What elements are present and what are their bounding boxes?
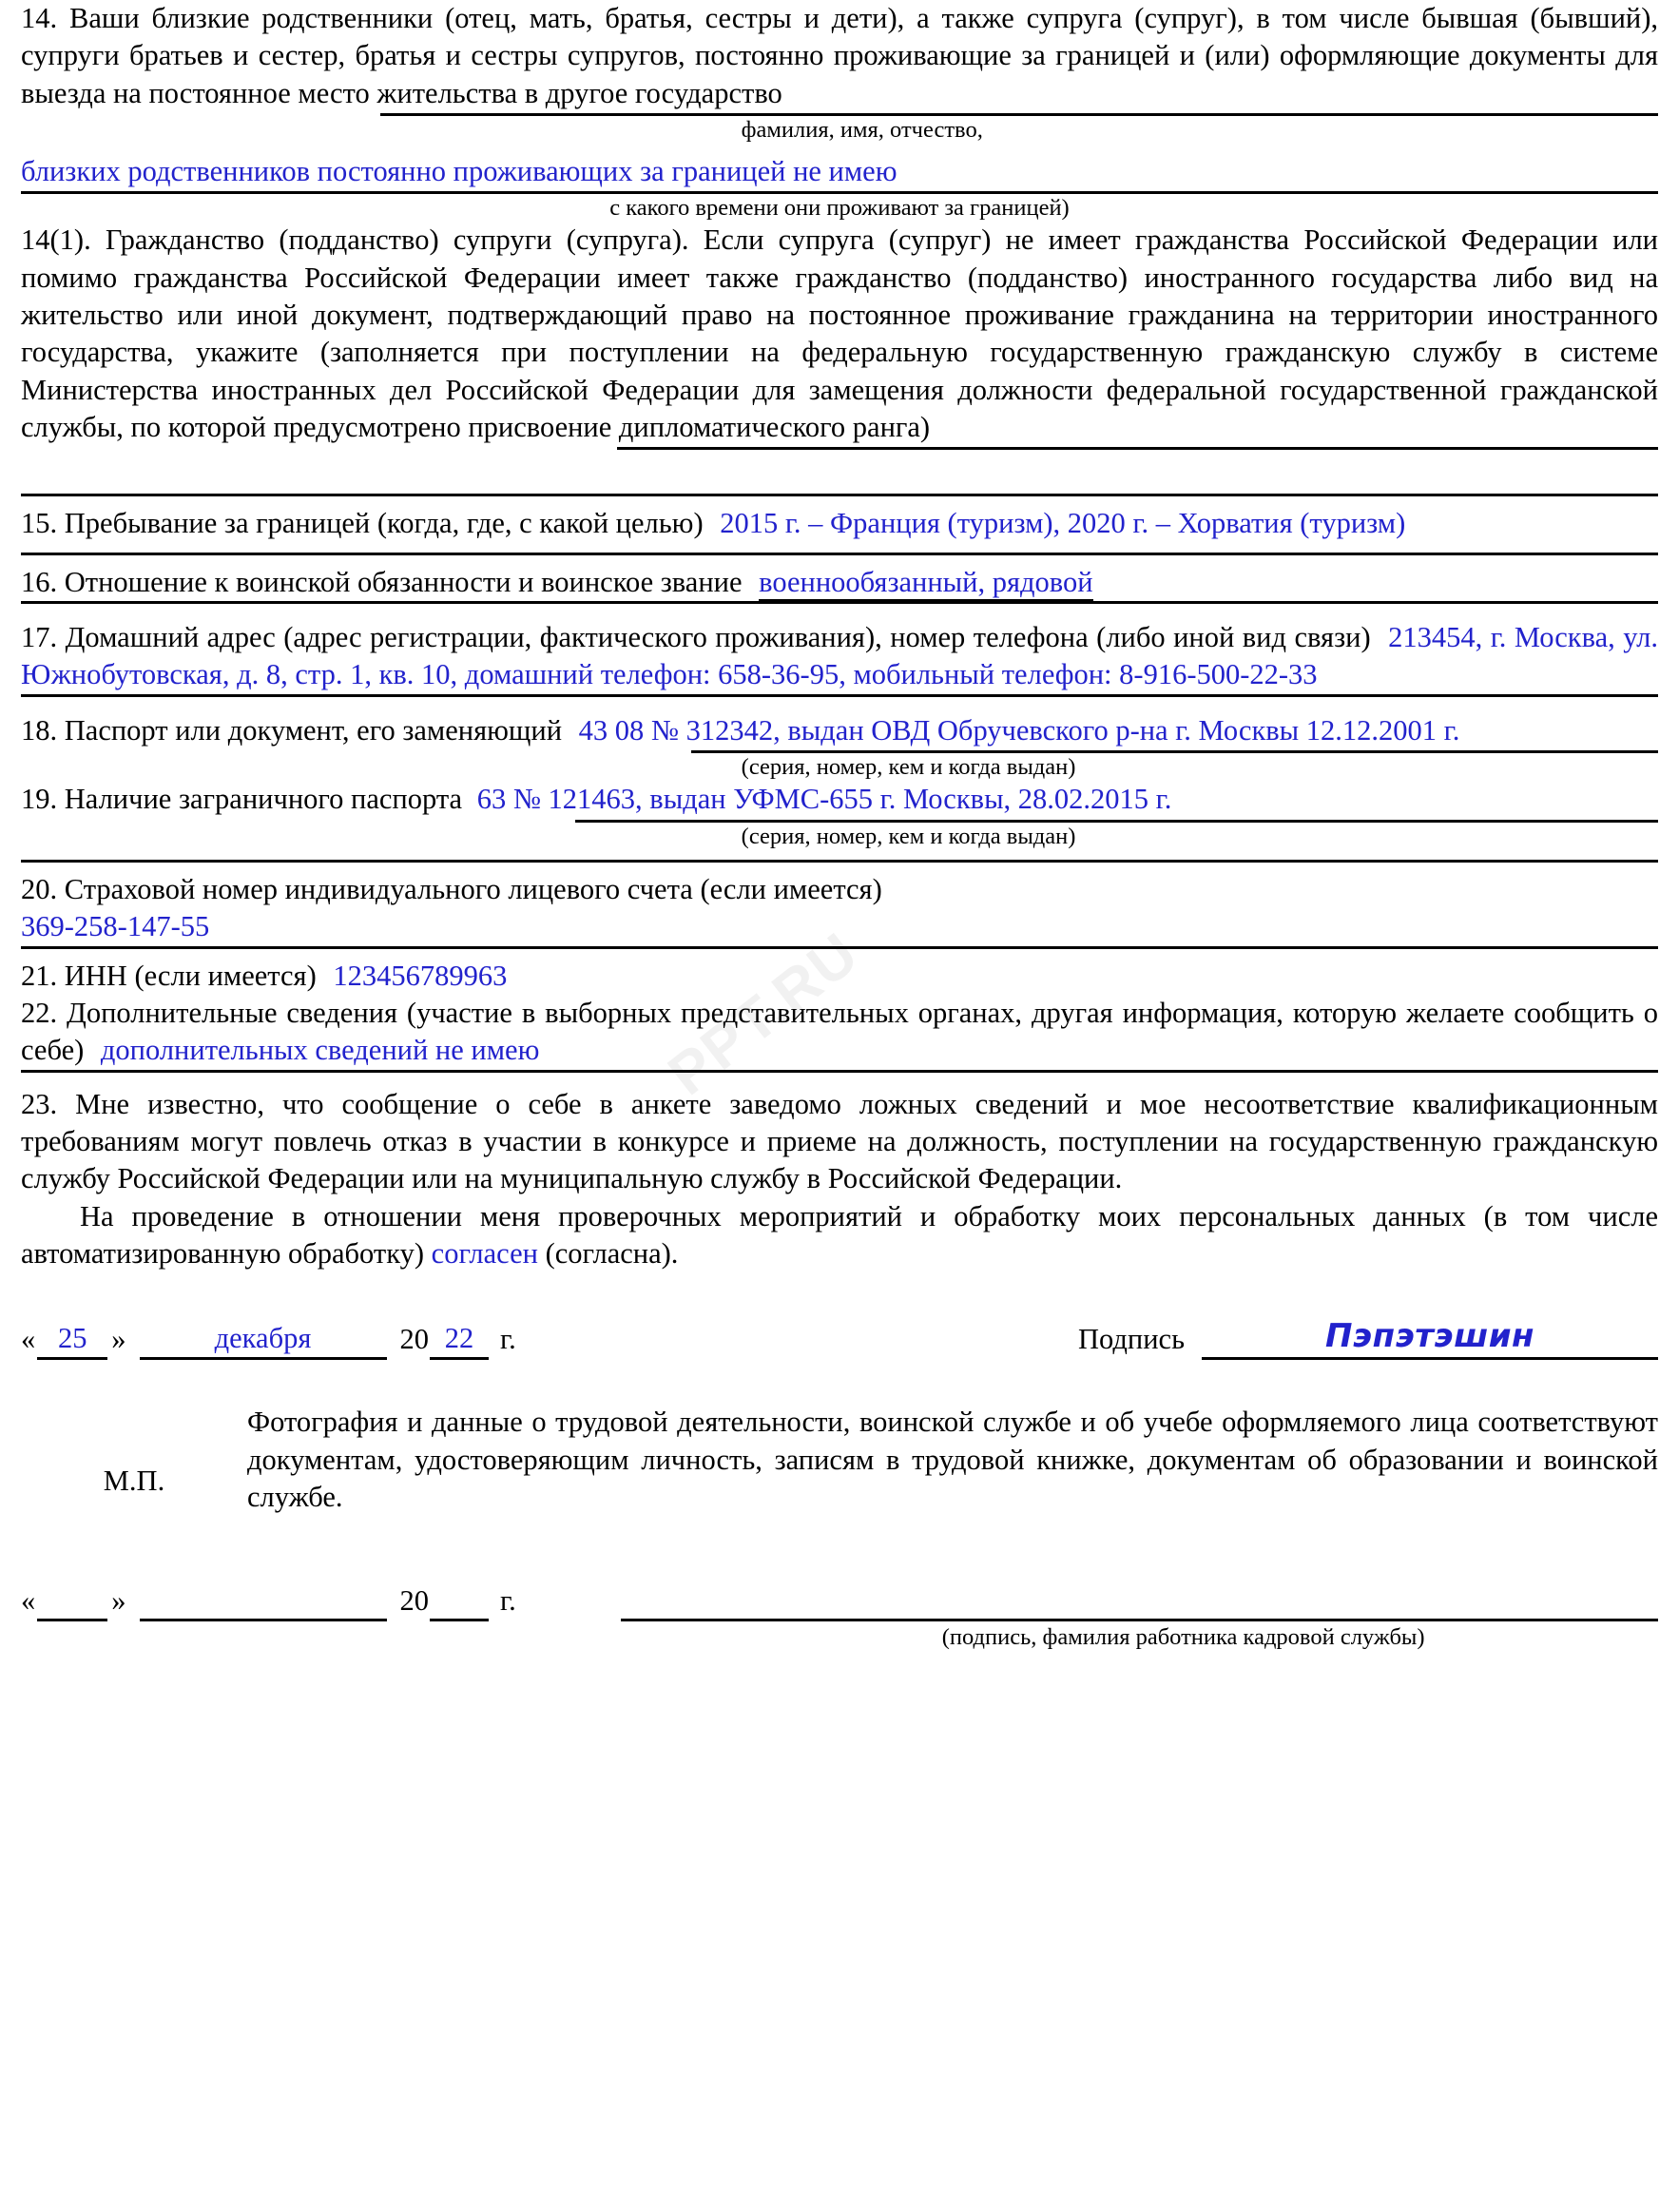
item-15-line	[21, 505, 1658, 542]
date-signature-row	[21, 1317, 1658, 1361]
date-group	[21, 1321, 516, 1361]
officer-quote-open: «	[21, 1584, 36, 1618]
item-16-label: 16. Отношение к воинской обязанности и воинское звание	[21, 565, 743, 598]
officer-year-prefix: 20	[399, 1584, 429, 1618]
stamp-and-note-block	[21, 1404, 1658, 1516]
item-23-paragraph-2	[21, 1198, 1658, 1273]
item-14-text: 14. Ваши близкие родственники (отец, мать, братья, сестры и дети), а также супруга (супруг), в том числе бывшая (бывший), супруги братьев и сестер, братья и сестры супругов, постоянно проживающие за границей и (или) оформляющие документы для выезда на постоянное место жительства в другое государство	[21, 2, 1658, 109]
item-21-label: 21. ИНН (если имеется)	[21, 959, 317, 992]
section-item-22	[21, 995, 1658, 1073]
item-14-answer: близких родственников постоянно проживающих за границей не имею	[21, 155, 897, 188]
item-19-line	[21, 781, 1658, 818]
item-20-answer: 369-258-147-55	[21, 910, 210, 943]
item-14-1-text: 14(1). Гражданство (подданство) супруги (супруга). Если супруга (супруг) не имеет гражданства Российской Федерации или помимо гражданства Российской Федерации имеет также гражданство (подданство) иностранного государства либо вид на жительство или иной документ, подтверждающий право на постоянное проживание гражданина на территории иностранного государства, укажите (заполняется при поступлении на федеральную государственную гражданскую службу в системе Министерства иностранных дел Российской Федерации для замещения должности федеральной государственной гражданской службы, по которой предусмотрено присвоение дипломатического ранга)	[21, 223, 1658, 443]
section-item-15	[21, 496, 1658, 554]
section-item-14	[21, 0, 1658, 222]
item-19-caption: (серия, номер, кем и когда выдан)	[741, 823, 1076, 849]
item-15-label: 15. Пребывание за границей (когда, где, с какой целью)	[21, 507, 704, 540]
item-22-label: 22. Дополнительные сведения (участие в выборных представительных органах, другая информация, которую желаете сообщить о себе)	[21, 997, 1658, 1067]
officer-day-field[interactable]	[37, 1617, 107, 1621]
item-20-answer-line	[21, 908, 1658, 945]
item-23-p2-before: На проведение в отношении меня проверочных мероприятий и обработку моих персональных данных (в том числе автоматизированную обработку)	[21, 1199, 1658, 1271]
photo-note-text: Фотография и данные о трудовой деятельности, воинской службе и об учебе оформляемого лица соответствуют документам, удостоверяющим личность, записям в трудовой книжке, документам об образовании и воинской службе.	[247, 1406, 1658, 1513]
signature-field[interactable]	[1202, 1317, 1658, 1361]
item-18-label: 18. Паспорт или документ, его заменяющий	[21, 713, 563, 747]
item-16-line	[21, 564, 1658, 601]
item-14-1-fill-line[interactable]	[617, 446, 1658, 450]
item-15-answer: 2015 г. – Франция (туризм), 2020 г. – Хорватия (туризм)	[720, 507, 1406, 540]
section-item-19	[21, 781, 1658, 863]
item-18-answer: 43 08 № 312342, выдан ОВД Обручевского р-на г. Москвы 12.12.2001 г.	[578, 713, 1460, 747]
signature-label: Подпись	[1077, 1322, 1185, 1355]
item-16-rule	[21, 601, 1658, 604]
item-22-answer: дополнительных сведений не имею	[100, 1034, 540, 1067]
stamp-label: М.П.	[103, 1465, 165, 1498]
item-21-line	[21, 958, 1658, 995]
officer-caption: (подпись, фамилия работника кадровой службы)	[941, 1624, 1425, 1651]
officer-date-group	[21, 1584, 516, 1621]
item-19-label: 19. Наличие заграничного паспорта	[21, 783, 463, 816]
item-14-fill-line[interactable]	[380, 112, 1658, 116]
officer-signature-line[interactable]	[621, 1590, 1658, 1621]
watermark: PPT.RU	[656, 920, 872, 1109]
item-19-answer: 63 № 121463, выдан УФМС-655 г. Москвы, 28.02.2015 г.	[476, 783, 1172, 816]
officer-quote-close: »	[111, 1584, 126, 1618]
item-14-caption-fio: фамилия, имя, отчество,	[741, 117, 983, 144]
item-23-consent-choice: согласен	[431, 1237, 538, 1271]
item-23-paragraph-1: 23. Мне известно, что сообщение о себе в анкете заведомо ложных сведений и мое несоответствие квалификационным требованиям могут повлечь отказ в участии в конкурсе и приеме на должность, поступлении на государственную гражданскую службу Российской Федерации или на муниципальную службу в Российской Федерации.	[21, 1087, 1658, 1195]
section-item-18	[21, 704, 1658, 782]
date-day-field[interactable]: 25	[37, 1321, 107, 1361]
item-16-answer: военнообязанный, рядовой	[759, 566, 1092, 601]
section-item-14-1	[21, 222, 1658, 496]
section-item-16	[21, 555, 1658, 611]
item-14-caption-since: с какого времени они проживают за границей)	[609, 194, 1070, 221]
stamp-placeholder	[21, 1404, 247, 1500]
item-17-rule	[21, 694, 1658, 697]
officer-date-row	[21, 1584, 1658, 1621]
quote-open: «	[21, 1322, 36, 1355]
section-item-21	[21, 949, 1658, 995]
item-17-answer: 213454, г. Москва, ул. Южнобутовская, д. 8, стр. 1, кв. 10, домашний телефон: 658-36-95, мобильный телефон: 8-916-500-22-33	[21, 620, 1658, 691]
item-21-answer: 123456789963	[333, 959, 508, 992]
officer-month-field[interactable]	[140, 1617, 387, 1621]
item-17-label: 17. Домашний адрес (адрес регистрации, фактического проживания), номер телефона (либо иной вид связи)	[21, 620, 1371, 653]
signature-value: Пэпэтэшин	[1324, 1316, 1535, 1355]
section-item-17	[21, 611, 1658, 704]
item-22-line	[21, 995, 1658, 1070]
date-year-field[interactable]: 22	[430, 1321, 489, 1361]
item-17-line	[21, 619, 1658, 694]
quote-close: »	[111, 1322, 126, 1355]
item-23-p2-after: (согласна).	[545, 1237, 679, 1271]
item-20-label: 20. Страховой номер индивидуального лицевого счета (если имеется)	[21, 873, 882, 906]
section-item-20	[21, 863, 1658, 949]
item-19-fill-line[interactable]	[575, 819, 1658, 823]
item-18-caption: (серия, номер, кем и когда выдан)	[741, 753, 1076, 780]
item-18-line	[21, 712, 1658, 749]
year-unit-label: г.	[500, 1322, 516, 1355]
officer-year-unit: г.	[500, 1584, 516, 1618]
officer-year-field[interactable]	[430, 1617, 489, 1621]
section-item-23	[21, 1073, 1658, 1273]
year-prefix-label: 20	[399, 1322, 429, 1355]
date-month-field[interactable]: декабря	[140, 1321, 387, 1361]
